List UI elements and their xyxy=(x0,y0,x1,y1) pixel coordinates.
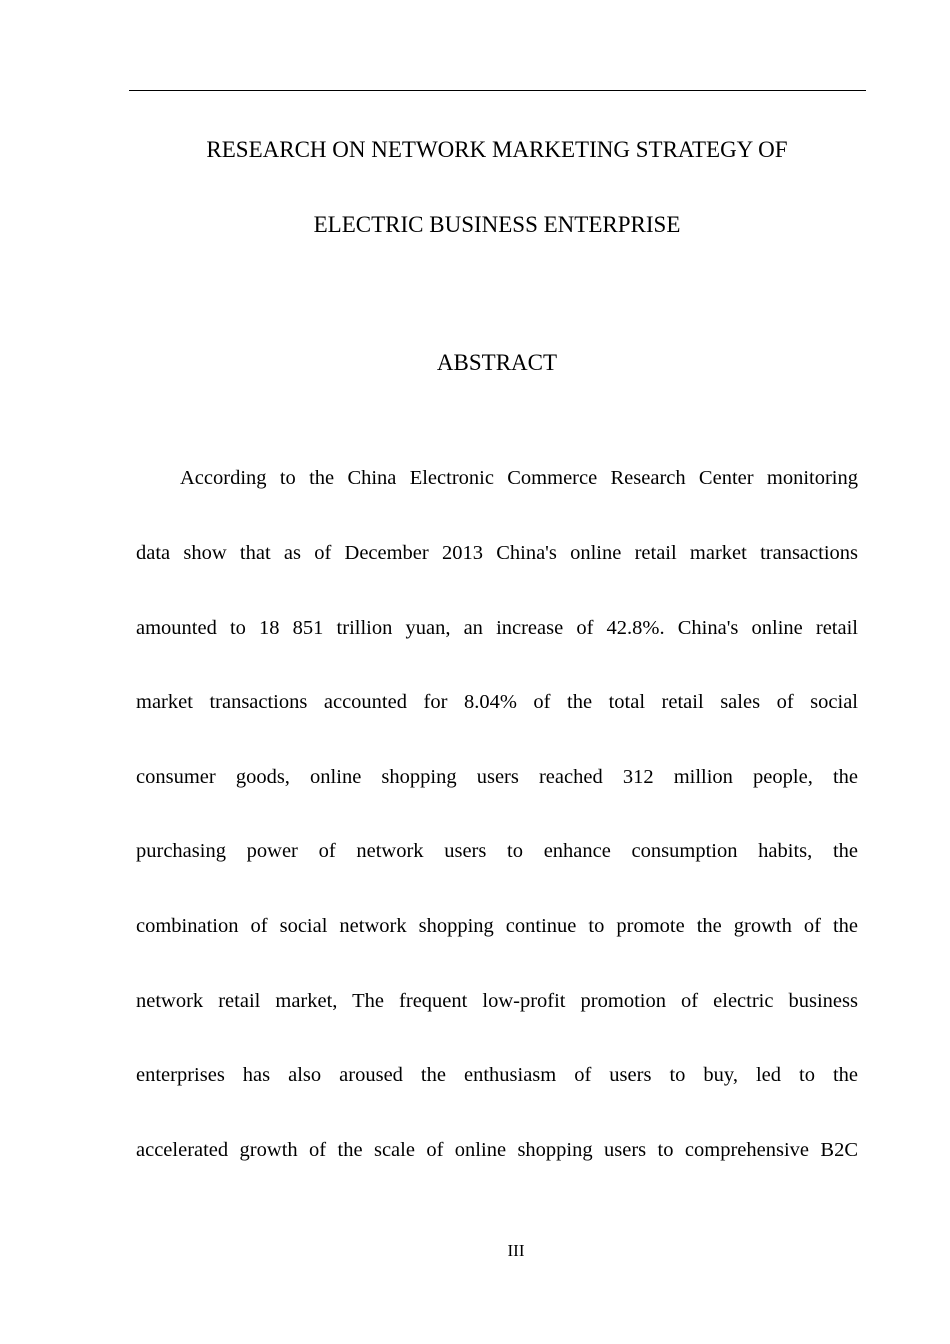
abstract-heading: ABSTRACT xyxy=(436,350,558,375)
paper-title-line-1: RESEARCH ON NETWORK MARKETING STRATEGY OF xyxy=(206,137,788,162)
abstract-line: According to the China Electronic Commerce Research Center monitoring xyxy=(180,467,858,489)
abstract-line: data show that as of December 2013 China's online retail market transactions xyxy=(136,542,858,564)
header-rule xyxy=(129,90,866,91)
abstract-line: accelerated growth of the scale of online shopping users to comprehensive B2C xyxy=(136,1139,858,1161)
abstract-line: network retail market, The frequent low-profit promotion of electric business xyxy=(136,990,858,1012)
abstract-line: enterprises has also aroused the enthusiasm of users to buy, led to the xyxy=(136,1064,858,1086)
abstract-line: market transactions accounted for 8.04% of the total retail sales of social xyxy=(136,691,858,713)
paper-title-line-2: ELECTRIC BUSINESS ENTERPRISE xyxy=(313,212,681,237)
page-number: III xyxy=(507,1241,525,1260)
abstract-line: amounted to 18 851 trillion yuan, an increase of 42.8%. China's online retail xyxy=(136,617,858,639)
abstract-line: consumer goods, online shopping users reached 312 million people, the xyxy=(136,766,858,788)
abstract-line: combination of social network shopping continue to promote the growth of the xyxy=(136,915,858,937)
abstract-line: purchasing power of network users to enhance consumption habits, the xyxy=(136,840,858,862)
